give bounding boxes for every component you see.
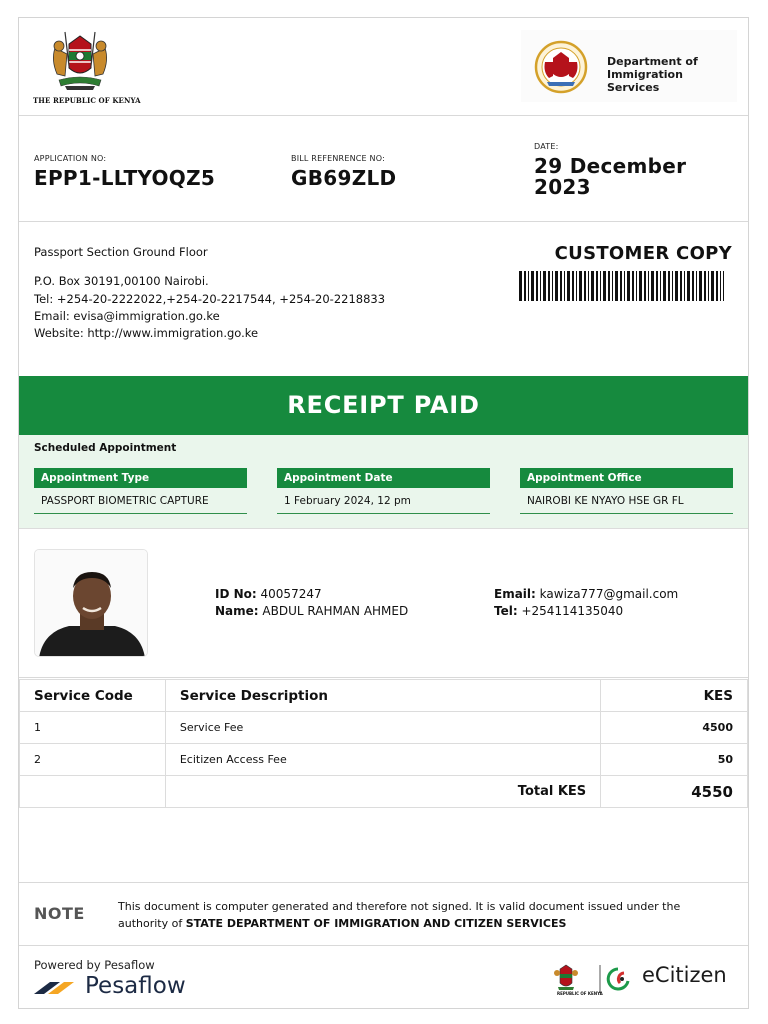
service-description-header: Service Description: [165, 680, 600, 712]
ecitizen-name: eCitizen: [642, 963, 727, 987]
total-empty-cell: [20, 776, 166, 808]
customer-copy-label: CUSTOMER COPY: [554, 243, 732, 264]
appointment-type-value: PASSPORT BIOMETRIC CAPTURE: [34, 488, 247, 514]
total-label: Total KES: [165, 776, 600, 808]
total-row: [20, 776, 748, 808]
kenya-coat-of-arms-icon: [45, 30, 115, 92]
note-section: [19, 882, 748, 946]
scheduled-appointment-section: [19, 435, 748, 529]
immigration-seal-icon: [531, 40, 591, 94]
appointment-date-column: [277, 468, 490, 514]
appointment-date-value: 1 February 2024, 12 pm: [277, 488, 490, 514]
applicant-name: Name: ABDUL RAHMAN AHMED: [215, 604, 409, 618]
powered-by-text: Powered by Pesaflow: [34, 958, 155, 972]
services-table: [19, 679, 748, 808]
note-label: NOTE: [34, 904, 85, 923]
application-info-row: [19, 117, 748, 222]
appointment-office-column: [520, 468, 733, 514]
note-text: This document is computer generated and therefore not signed. It is valid document issued under the authority of STATE DEPARTMENT OF IMMIGRATION AND CITIZEN SERVICES: [118, 900, 681, 930]
receipt-header: [19, 18, 748, 116]
date-value: 29 December 2023: [534, 154, 687, 199]
address-email: Email: evisa@immigration.go.ke: [34, 309, 220, 323]
service-code-cell: 1: [20, 712, 166, 744]
appointment-date-label: Appointment Date: [277, 468, 490, 488]
total-value: 4550: [601, 776, 748, 808]
service-description-cell: Ecitizen Access Fee: [165, 744, 600, 776]
receipt-paid-banner: RECEIPT PAID: [19, 376, 748, 435]
department-name: Department of Immigration Services: [607, 55, 698, 94]
service-code-header: Service Code: [20, 680, 166, 712]
service-amount-cell: 50: [601, 744, 748, 776]
kes-header: KES: [601, 680, 748, 712]
bill-reference-value: GB69ZLD: [291, 166, 397, 190]
address-tel: Tel: +254-20-2222022,+254-20-2217544, +254-20-2218833: [34, 292, 386, 306]
applicant-photo: [34, 549, 148, 657]
appointment-type-column: [34, 468, 247, 514]
footer: [19, 947, 748, 1009]
appointment-office-label: Appointment Office: [520, 468, 733, 488]
office-address-block: [19, 223, 748, 376]
service-description-cell: Service Fee: [165, 712, 600, 744]
service-code-cell: 2: [20, 744, 166, 776]
pesaflow-name: Pesaflow: [85, 973, 186, 999]
table-row: [20, 744, 748, 776]
scheduled-appointment-title: Scheduled Appointment: [34, 442, 177, 454]
department-logo-box: [521, 30, 737, 102]
appointment-office-value: NAIROBI KE NYAYO HSE GR FL: [520, 488, 733, 514]
application-no-label: APPLICATION NO:: [34, 154, 107, 163]
address-website: Website: http://www.immigration.go.ke: [34, 326, 259, 340]
republic-small-text: REPUBLIC OF KENYA: [557, 991, 603, 996]
appointment-type-label: Appointment Type: [34, 468, 247, 488]
address-pobox: P.O. Box 30191,00100 Nairobi.: [34, 274, 209, 288]
table-row: [20, 712, 748, 744]
barcode-icon: [519, 271, 724, 301]
address-section: Passport Section Ground Floor: [34, 245, 208, 259]
applicant-email: Email: kawiza777@gmail.com: [494, 587, 679, 601]
republic-of-kenya-text: THE REPUBLIC OF KENYA: [33, 96, 141, 105]
applicant-tel: Tel: +254114135040: [494, 604, 624, 618]
table-header-row: [20, 680, 748, 712]
bill-reference-label: BILL REFENRENCE NO:: [291, 154, 385, 163]
applicant-details: [19, 530, 748, 678]
application-no-value: EPP1-LLTYOQZ5: [34, 166, 216, 190]
date-label: DATE:: [534, 142, 559, 151]
id-number: ID No: 40057247: [215, 587, 322, 601]
service-amount-cell: 4500: [601, 712, 748, 744]
person-avatar-icon: [35, 550, 148, 657]
